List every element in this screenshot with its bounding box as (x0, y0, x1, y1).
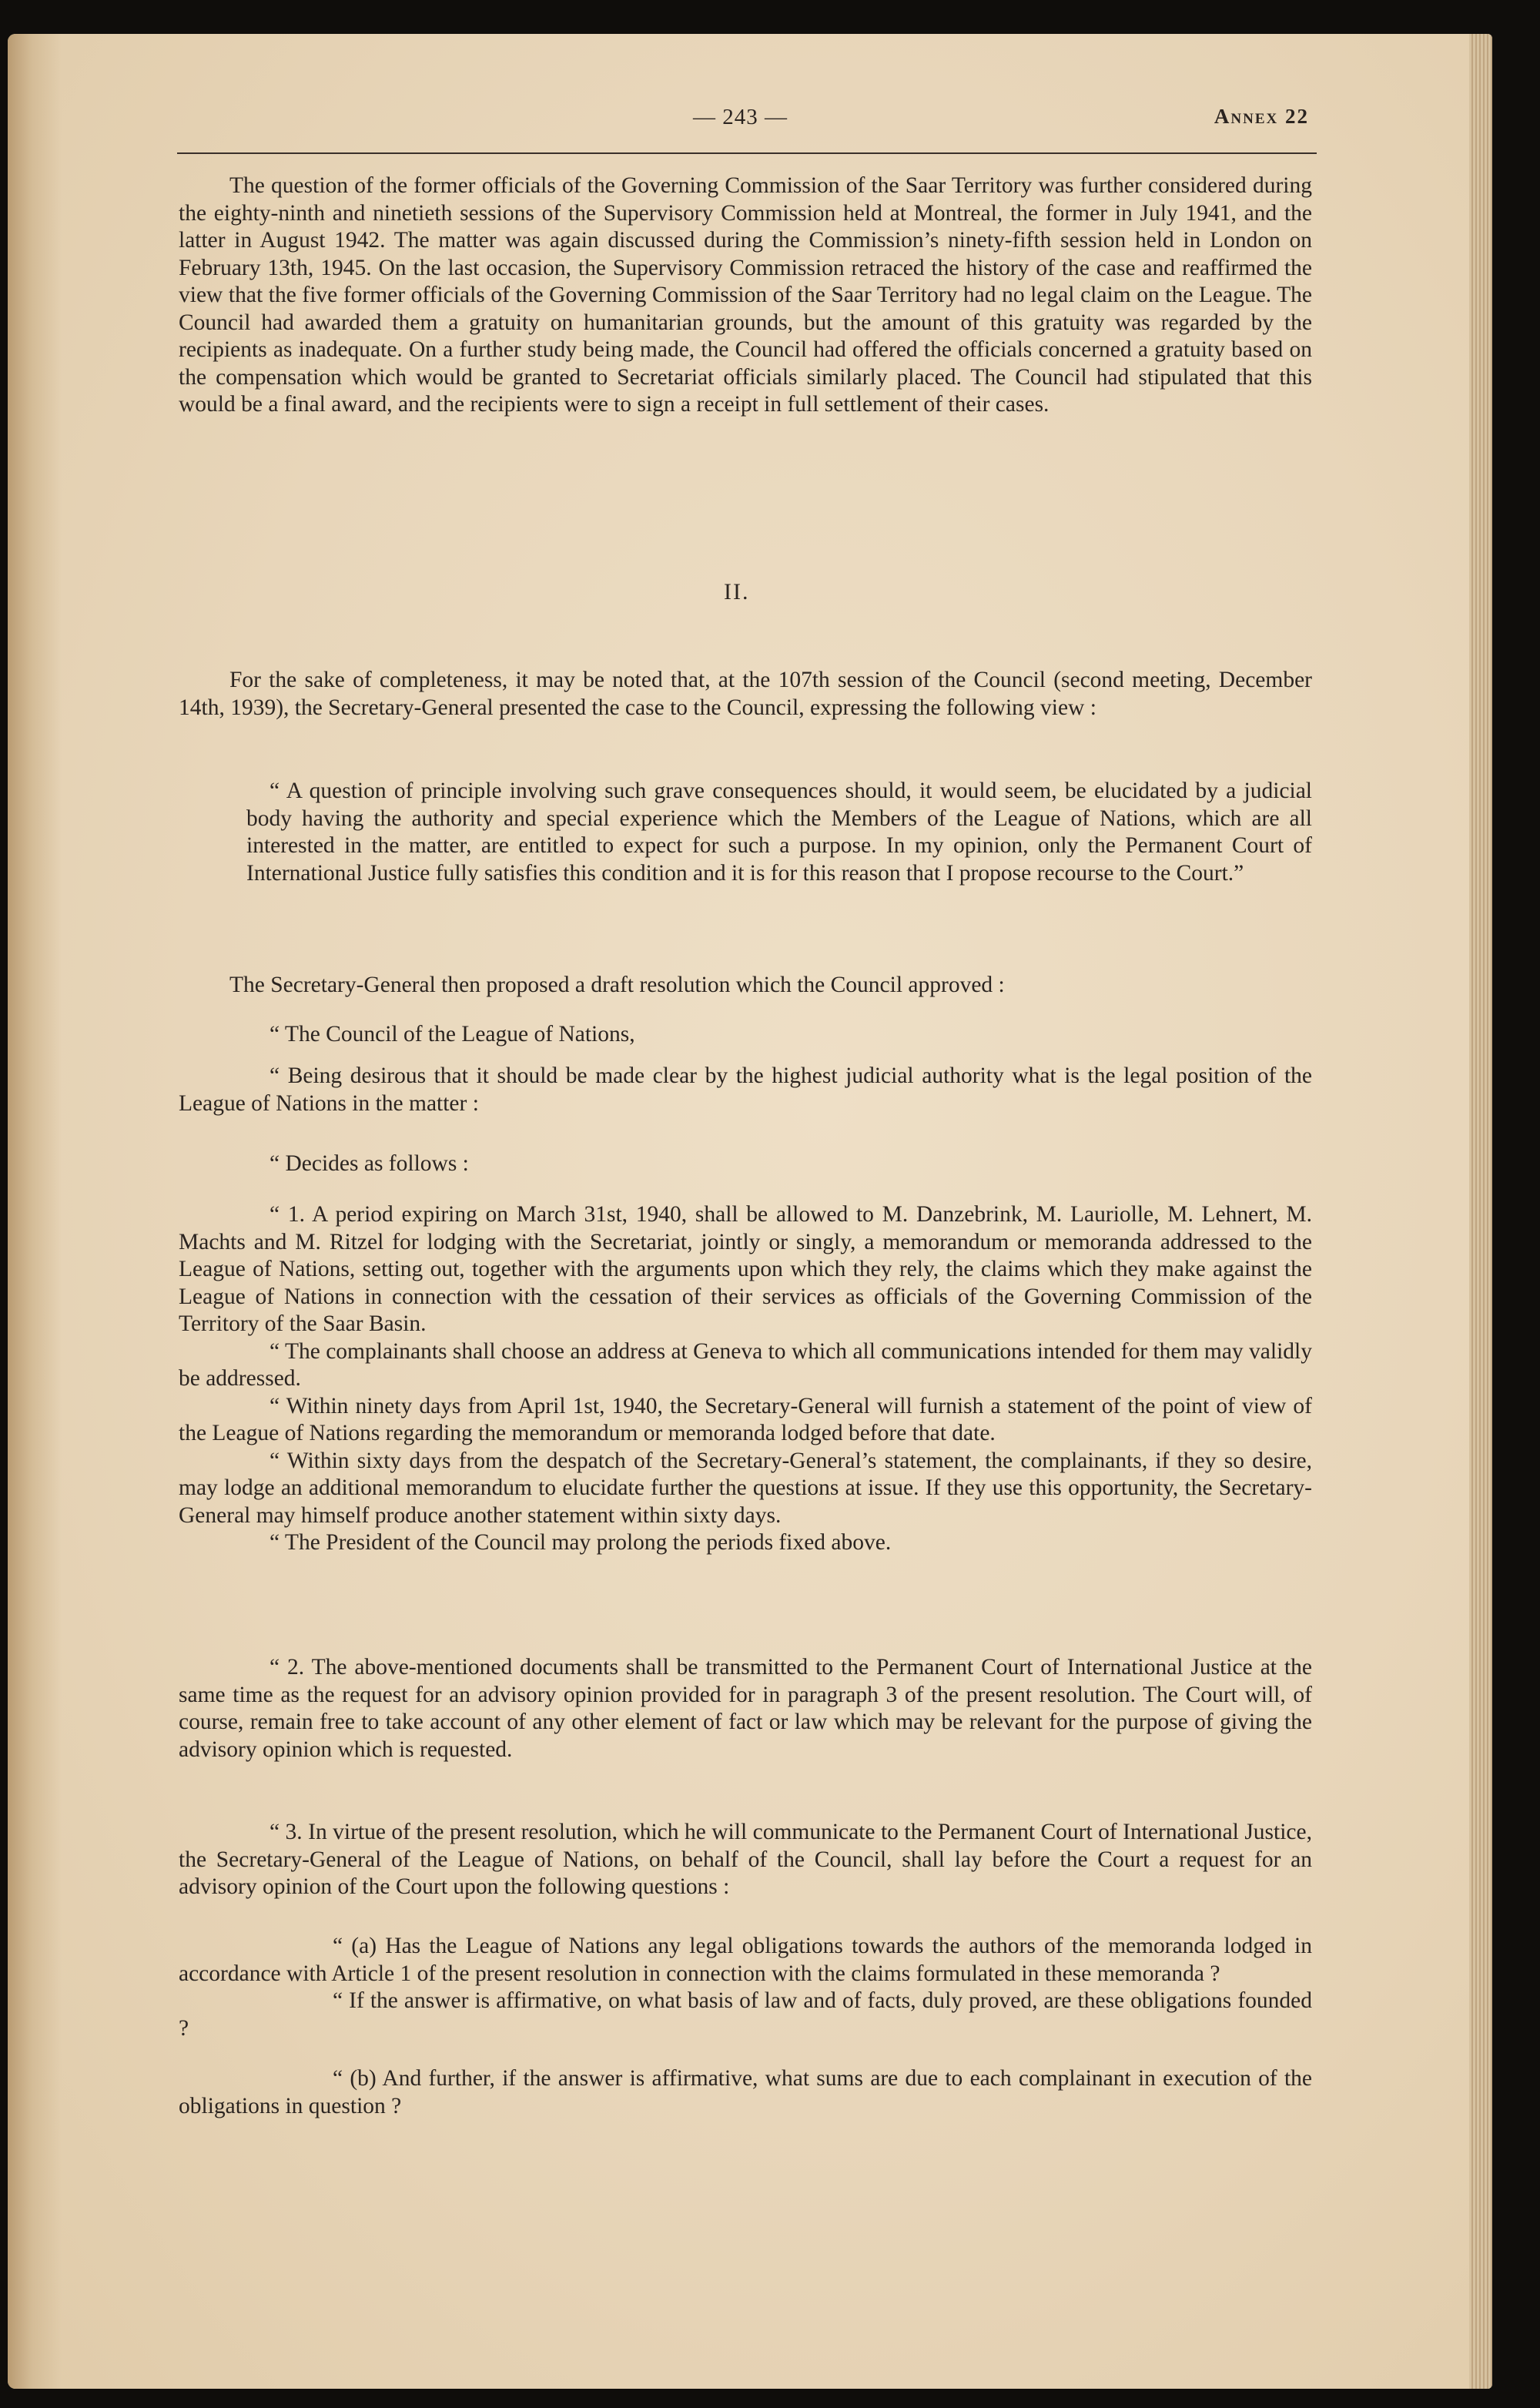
resolution-questions-block (179, 1933, 1312, 2120)
page-number: — 243 — (693, 105, 788, 129)
section-one (179, 172, 1312, 419)
resolution-opening-block (246, 1021, 1312, 1049)
page-gutter-shadow (8, 34, 62, 2389)
resolution-opening: “ The Council of the League of Nations, (270, 1022, 635, 1047)
draft-resolution-intro-block (179, 972, 1312, 1000)
question-b: “ (b) And further, if the answer is affirmative, what sums are due to each complainant in execution of the obligations in question ? (179, 2066, 1312, 2118)
resolution-desirous-block (179, 1063, 1312, 1117)
question-a-followup: “ If the answer is affirmative, on what basis of law and of facts, duly proved, are these obligations founded ? (179, 1988, 1312, 2041)
draft-resolution-intro: The Secretary-General then proposed a draft resolution which the Council approved : (229, 973, 1005, 997)
resolution-decides-block (246, 1150, 1312, 1178)
page-edge-stack (1469, 34, 1492, 2389)
section-two-intro: For the sake of completeness, it may be noted that, at the 107th session of the Council (second meeting, December 14th, 1939), the Secretary-General presented the case to the Council, expressing the following view : (179, 668, 1312, 720)
resolution-point-one-block (179, 1201, 1312, 1557)
resolution-point-1-address: “ The complainants shall choose an address at Geneva to which all communications intended for them may validly be addressed. (179, 1338, 1312, 1391)
resolution-point-1-ninety-days: “ Within ninety days from April 1st, 1940, the Secretary-General will furnish a statement of the point of view of the League of Nations regarding the memorandum or memoranda lodged before that date. (179, 1393, 1312, 1445)
resolution-point-1-sixty-days: “ Within sixty days from the despatch of the Secretary-General’s statement, the complainants, if they so desire, may lodge an additional memorandum to elucidate further the questions at issue. If they use this opportunity, the Secretary-General may himself produce another statement within sixty days. (179, 1448, 1312, 1528)
header-rule (177, 152, 1317, 154)
resolution-point-1-prolong: “ The President of the Council may prolong the periods fixed above. (270, 1530, 892, 1555)
annex-label: Annex 22 (1214, 105, 1309, 128)
question-a: “ (a) Has the League of Nations any legal obligations towards the authors of the memoranda lodged in accordance with Article 1 of the present resolution in connection with the claims formulated in these memoranda ? (179, 1934, 1312, 1986)
resolution-desirous: “ Being desirous that it should be made clear by the highest judicial authority what is the legal position of the League of Nations in the matter : (179, 1063, 1312, 1116)
running-header (169, 86, 1309, 132)
resolution-decides: “ Decides as follows : (270, 1151, 469, 1176)
resolution-point-two-block (179, 1654, 1312, 1763)
secretary-general-quote: “ A question of principle involving such grave consequences should, it would seem, be elucidated by a judicial body having the authority and special experience which the Members of the League of Nations, which are all interested in the matter, are entitled to expect for such a purpose. In my opinion, only the Permanent Court of International Justice fully satisfies this condition and it is for this reason that I propose recourse to the Court.” (246, 779, 1312, 886)
resolution-point-2: “ 2. The above-mentioned documents shall be transmitted to the Permanent Court of International Justice at the same time as the request for an advisory opinion provided for in paragraph 3 of the present resolution. The Court will, of course, remain free to take account of any other element of fact or law which may be relevant for the purpose of giving the advisory opinion which is requested. (179, 1655, 1312, 1762)
resolution-point-three-block (179, 1819, 1312, 1901)
resolution-point-3: “ 3. In virtue of the present resolution, which he will communicate to the Permanent Court of International Justice, the Secretary-General of the League of Nations, on behalf of the Council, shall lay before the Court a request for an advisory opinion of the Court upon the following questions : (179, 1820, 1312, 1899)
resolution-point-1: “ 1. A period expiring on March 31st, 1940, shall be allowed to M. Danzebrink, M. Lauriolle, M. Lehnert, M. Machts and M. Ritzel for lodging with the Secretariat, jointly or singly, a memorandum or memoranda addressed to the League of Nations, setting out, together with the arguments upon which they rely, the claims which they make against the League of Nations in connection with the cessation of their services as officials of the Governing Commission of the Territory of the Saar Basin. (179, 1202, 1312, 1336)
section-heading: II. (724, 579, 750, 605)
section-two-intro-block (179, 667, 1312, 722)
saar-officials-paragraph: The question of the former officials of the Governing Commission of the Saar Territory was further considered during the eighty-ninth and ninetieth sessions of the Supervisory Commission held at Montreal, the former in July 1941, and the latter in August 1942. The matter was again discussed during the Commission’s ninety-fifth session held in London on February 13th, 1945. On the last occasion, the Supervisory Commission retraced the history of the case and reaffirmed the view that the five former officials of the Governing Commission of the Saar Territory had no legal claim on the League. The Council had awarded them a gratuity on humanitarian grounds, but the amount of this gratuity was regarded by the recipients as inadequate. On a further study being made, the Council had offered the officials concerned a gratuity based on the compensation which would be granted to Secretariat officials similarly placed. The Council had stipulated that this would be a final award, and the recipients were to sign a receipt in full settlement of their cases. (179, 173, 1312, 417)
secretary-general-quote-block (246, 778, 1312, 887)
